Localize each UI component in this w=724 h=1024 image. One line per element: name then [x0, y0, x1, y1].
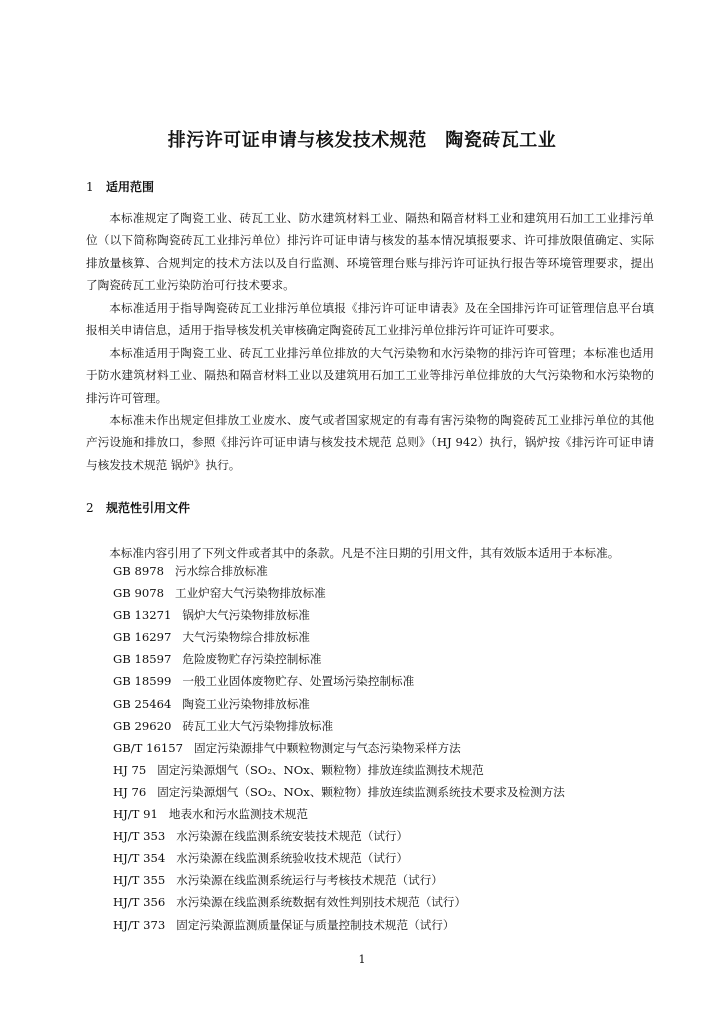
paragraph-scope-2: 本标准适用于指导陶瓷砖瓦工业排污单位填报《排污许可证申请表》及在全国排污许可证管理信息平台填报相关申请信息，适用于指导核发机关审核确定陶瓷砖瓦工业排污单位排污许可证许可要求。 — [86, 301, 654, 338]
reference-title: 固定污染源监测质量保证与质量控制技术规范（试行） — [176, 917, 455, 932]
reference-title: 砖瓦工业大气污染物排放标准 — [182, 718, 334, 733]
reference-item — [113, 737, 565, 759]
reference-title: 工业炉窑大气污染物排放标准 — [174, 586, 326, 601]
reference-code: GB 13271 — [113, 608, 172, 623]
reference-item — [113, 693, 565, 715]
reference-item — [113, 560, 565, 582]
reference-code: GB 25464 — [113, 696, 172, 711]
section-title: 适用范围 — [106, 180, 155, 194]
reference-title: 固定污染源烟气（SO₂、NOx、颗粒物）排放连续监测系统技术要求及检测方法 — [157, 784, 565, 799]
reference-title: 水污染源在线监测系统安装技术规范（试行） — [176, 829, 409, 844]
reference-code: HJ/T 91 — [113, 807, 158, 822]
reference-code: HJ/T 353 — [113, 829, 166, 844]
reference-item — [113, 626, 565, 648]
reference-code: GB/T 16157 — [113, 740, 183, 755]
reference-item — [113, 914, 565, 936]
reference-item — [113, 781, 565, 803]
reference-code: GB 29620 — [113, 718, 172, 733]
reference-item — [113, 759, 565, 781]
section-number: 2 — [86, 501, 94, 515]
page-number: 1 — [358, 953, 366, 966]
document-title: 排污许可证申请与核发技术规范 陶瓷砖瓦工业 — [167, 130, 557, 151]
reference-item — [113, 604, 565, 626]
paragraph-scope-3: 本标准适用于陶瓷工业、砖瓦工业排污单位排放的大气污染物和水污染物的排污许可管理；本标准也适用于防水建筑材料工业、隔热和隔音材料工业以及建筑用石加工工业等排污单位排放的大气污染物和水污染物的排污许可管理。 — [86, 346, 654, 405]
reference-list — [113, 560, 565, 936]
reference-code: HJ 76 — [113, 784, 147, 799]
reference-item — [113, 670, 565, 692]
reference-code: GB 18599 — [113, 674, 172, 689]
reference-title: 水污染源在线监测系统运行与考核技术规范（试行） — [176, 873, 443, 888]
reference-item — [113, 648, 565, 670]
reference-item — [113, 803, 565, 825]
reference-code: HJ/T 356 — [113, 895, 166, 910]
reference-title: 一般工业固体废物贮存、处置场污染控制标准 — [182, 674, 415, 689]
reference-title: 锅炉大气污染物排放标准 — [182, 608, 310, 623]
reference-title: 危险废物贮存污染控制标准 — [182, 652, 322, 667]
reference-item — [113, 869, 565, 891]
reference-title: 大气污染物综合排放标准 — [182, 630, 310, 645]
paragraph-scope-4: 本标准未作出规定但排放工业废水、废气或者国家规定的有毒有害污染物的陶瓷砖瓦工业排污单位的其他产污设施和排放口，参照《排污许可证申请与核发技术规范 总则》（HJ 942）执行，锅炉按《排污许可证申请与核发技术规范 锅炉》执行。 — [86, 413, 654, 472]
section-heading-2 — [86, 499, 190, 516]
section-number: 1 — [86, 180, 94, 194]
reference-code: HJ/T 373 — [113, 917, 166, 932]
paragraph-scope-1: 本标准规定了陶瓷工业、砖瓦工业、防水建筑材料工业、隔热和隔音材料工业和建筑用石加工工业排污单位（以下简称陶瓷砖瓦工业排污单位）排污许可证申请与核发的基本情况填报要求、许可排放限值确定、实际排放量核算、合规判定的技术方法以及自行监测、环境管理台账与排污许可证执行报告等环境管理要求，提出了陶瓷砖瓦工业污染防治可行技术要求。 — [86, 211, 654, 293]
reference-code: GB 16297 — [113, 630, 172, 645]
reference-title: 污水综合排放标准 — [174, 564, 268, 578]
section-title: 规范性引用文件 — [106, 501, 191, 515]
reference-title: 陶瓷工业污染物排放标准 — [182, 696, 310, 711]
reference-title: 地表水和污水监测技术规范 — [168, 807, 308, 822]
reference-title: 水污染源在线监测系统数据有效性判别技术规范（试行） — [176, 895, 467, 910]
reference-code: HJ/T 355 — [113, 873, 166, 888]
reference-item — [113, 715, 565, 737]
reference-code: HJ/T 354 — [113, 851, 166, 866]
reference-code: GB 18597 — [113, 652, 172, 667]
reference-code: HJ 75 — [113, 762, 147, 777]
reference-code: GB 8978 — [113, 564, 164, 578]
reference-code: GB 9078 — [113, 586, 164, 601]
reference-item — [113, 582, 565, 604]
section-heading-1 — [86, 178, 154, 195]
reference-item — [113, 825, 565, 847]
reference-item — [113, 847, 565, 869]
references-intro: 本标准内容引用了下列文件或者其中的条款。凡是不注日期的引用文件，其有效版本适用于本标准。 — [109, 546, 620, 560]
reference-title: 水污染源在线监测系统验收技术规范（试行） — [176, 851, 409, 866]
reference-title: 固定污染源烟气（SO₂、NOx、颗粒物）排放连续监测技术规范 — [157, 762, 484, 777]
reference-title: 固定污染源排气中颗粒物测定与气态污染物采样方法 — [194, 740, 461, 755]
reference-item — [113, 891, 565, 913]
